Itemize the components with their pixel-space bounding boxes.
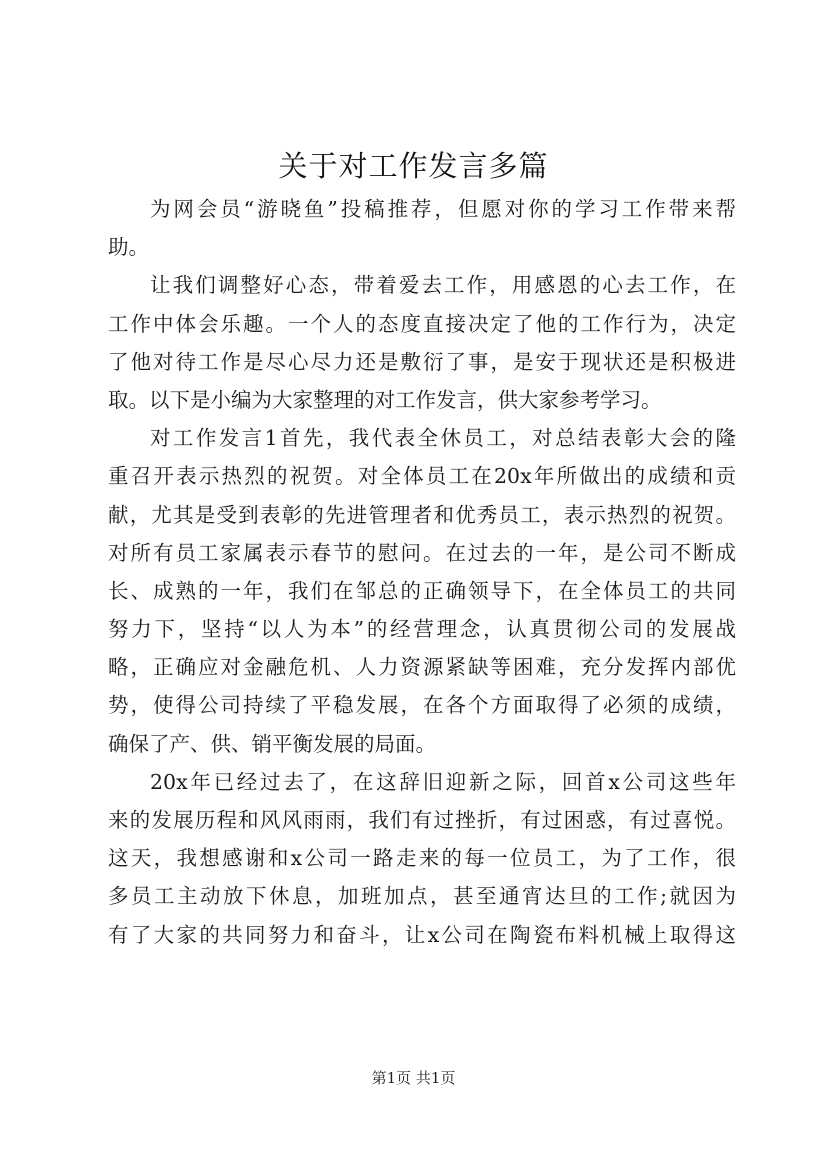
paragraph-line: 重召开表示热烈的祝贺。对全体员工在20x年所做出的成绩和贡 <box>108 464 736 489</box>
paragraph-line: 确保了产、供、销平衡发展的局面。 <box>108 731 436 756</box>
paragraph-line: 了他对待工作是尽心尽力还是敷衍了事，是安于现状还是积极进 <box>108 349 736 374</box>
paragraph-line: 助。 <box>108 235 149 260</box>
paragraph-line: 努力下，坚持“以人为本”的经营理念，认真贯彻公司的发展战 <box>108 617 736 642</box>
paragraph-line: 取。以下是小编为大家整理的对工作发言，供大家参考学习。 <box>108 387 662 412</box>
document-title: 关于对工作发言多篇 <box>278 149 549 183</box>
paragraph-line: 有了大家的共同努力和奋斗，让x公司在陶瓷布料机械上取得这 <box>108 922 736 947</box>
paragraph-line: 这天，我想感谢和x公司一路走来的每一位员工，为了工作，很 <box>108 846 736 871</box>
paragraph-line: 来的发展历程和风风雨雨，我们有过挫折，有过困惑，有过喜悦。 <box>108 808 736 832</box>
document-body <box>108 190 736 954</box>
paragraph-line: 让我们调整好心态，带着爱去工作，用感恩的心去工作，在 <box>150 273 736 298</box>
paragraph-line: 势，使得公司持续了平稳发展，在各个方面取得了必须的成绩， <box>108 693 736 718</box>
paragraph-line: 献，尤其是受到表彰的先进管理者和优秀员工，表示热烈的祝贺。 <box>108 502 736 527</box>
paragraph-line: 长、成熟的一年，我们在邹总的正确领导下，在全体员工的共同 <box>108 578 736 603</box>
paragraph-line: 工作中体会乐趣。一个人的态度直接决定了他的工作行为，决定 <box>108 311 736 336</box>
paragraph-line: 多员工主动放下休息，加班加点，甚至通宵达旦的工作;就因为 <box>108 884 736 909</box>
paragraph-line: 20x年已经过去了，在这辞旧迎新之际，回首x公司这些年 <box>150 769 736 794</box>
paragraph-line: 对所有员工家属表示春节的慰问。在过去的一年，是公司不断成 <box>108 540 736 565</box>
paragraph-line: 略，正确应对金融危机、人力资源紧缺等困难，充分发挥内部优 <box>108 655 736 680</box>
paragraph-line: 对工作发言1首先，我代表全休员工，对总结表彰大会的隆 <box>150 426 736 451</box>
paragraph-line: 为网会员“游晓鱼”投稿推荐，但愿对你的学习工作带来帮 <box>150 197 736 221</box>
page-number-footer: 第1页 共1页 <box>371 1069 456 1087</box>
